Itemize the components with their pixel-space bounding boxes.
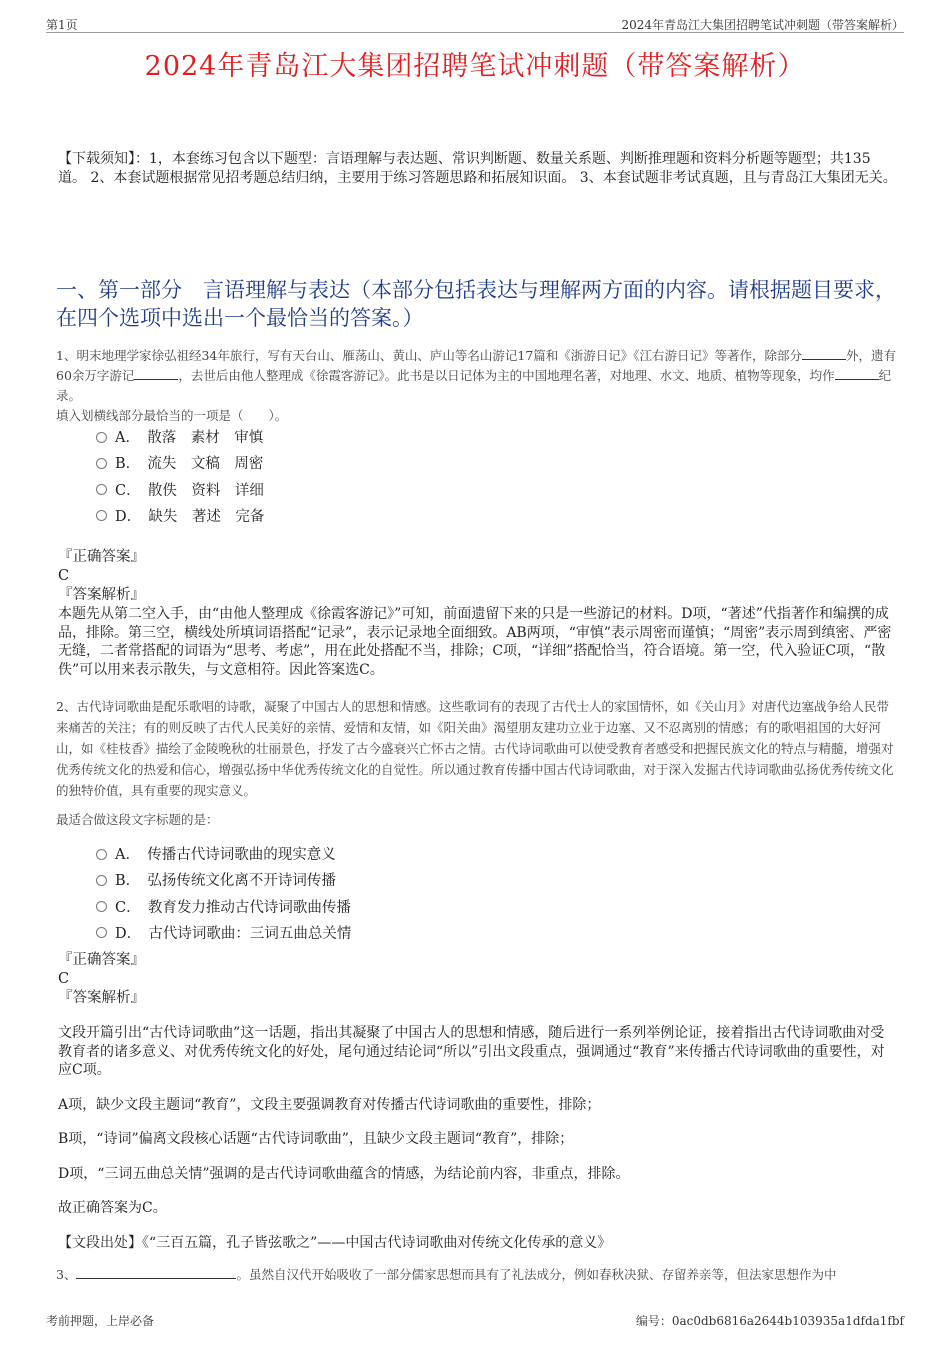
section-heading: 一、第一部分 言语理解与表达（本部分包括表达与理解两方面的内容。请根据题目要求，在四个选项中选出一个最恰当的答案。） [56,278,896,330]
download-notice: 【下载须知】：1，本套练习包含以下题型：言语理解与表达题、常识判断题、数量关系题、判断推理题和资料分析题等题型；共135道。 2、本套试题根据常见招考题总结归纳，主要用于练习答题思路和拓展知识面。 3、本套试题非考试真题，且与青岛江大集团无关。 [58,151,897,186]
source-citation: 【文段出处】《“三百五篇，孔子皆弦歌之”——中国古代诗词歌曲对传统文化传承的意义》 [58,1234,612,1251]
answer-value: C [58,568,70,584]
fill-blank-1 [802,346,846,360]
analysis-label: 『答案解析』 [58,990,145,1006]
analysis-paragraph: D项，“三词五曲总关情”强调的是古代诗词歌曲蕴含的情感，为结论前内容，非重点，排除。 [58,1165,630,1182]
analysis-text: 本题先从第二空入手，由“由他人整理成《徐霞客游记》”可知，前面遗留下来的只是一些游记的材料。D项，“著述”代指著作和编撰的成品，排除。第三空，横线处所填词语搭配“记录”，表示记录地全面细致。AB两项，“审慎”表示周密而谨慎；“周密”表示周到缜密、严密无缝，二者常搭配的词语为“思考、考虑”，用在此处搭配不当，排除；C项，“详细”搭配恰当，符合语境。第一空，代入验证C项，“散佚”可以用来表示散失，与文意相符。因此答案选C。 [58,606,892,678]
analysis-paragraph: 故正确答案为C。 [58,1200,167,1216]
question-1-stem: 1、明末地理学家徐弘祖经34年旅行，写有天台山、雁荡山、黄山、庐山等名山游记17篇和《浙游日记》《江右游日记》等著作，除部分 外，遗有60余万字游记 ，去世后由他人整理成《徐霞客游记》。此书是以日记体为主的中国地理名著，对地理、水文、地质、植物等现象，均作 纪录。 填入划横线部分最恰当的一项是（ ）。 [56,348,897,423]
question-1-prompt: 填入划横线部分最恰当的一项是（ ）。 [56,408,288,423]
analysis-paragraph: A项，缺少文段主题词“教育”，文段主要强调教育对传播古代诗词歌曲的重要性，排除； [58,1096,601,1113]
page-number: 第1页 [46,18,78,32]
question-1-answer-block [58,548,898,679]
analysis-label: 『答案解析』 [58,587,145,603]
radio-icon[interactable] [96,849,107,860]
page-header [46,14,904,33]
option-c[interactable]: C． 教育发力推动古代诗词歌曲传播 [96,895,696,921]
radio-icon[interactable] [96,927,107,938]
option-a[interactable]: A． 散落 素材 审慎 [96,425,696,451]
question-1-options [96,425,696,530]
question-2-answer-block [58,951,898,1008]
fill-blank-3 [835,366,879,380]
question-2-analysis [58,1024,896,1252]
question-2-stem: 2、古代诗词歌曲是配乐歌唱的诗歌，凝聚了中国古人的思想和情感。这些歌词有的表现了古代士人的家国情怀，如《关山月》对唐代边塞战争给人民带来痛苦的关注；有的则反映了古代人民美好的亲情、爱情和友情，如《阳关曲》渴望朋友建功立业于边塞、又不忍离别的情感；有的歌唱祖国的大好河山，如《桂枝香》描绘了金陵晚秋的壮丽景色，抒发了古今盛衰兴亡怀古之情。古代诗词歌曲可以使受教育者感受和把握民族文化的特点与精髓，增强对优秀传统文化的热爱和信心，增强弘扬中华优秀传统文化的自觉性。所以通过教育传播中国古代诗词歌曲，对于深入发掘古代诗词歌曲弘扬优秀传统文化的独特价值，具有重要的现实意义。 [56,699,894,798]
radio-icon[interactable] [96,484,107,495]
radio-icon[interactable] [96,901,107,912]
radio-icon[interactable] [96,875,107,886]
option-c[interactable]: C． 散佚 资料 详细 [96,478,696,504]
question-2-prompt: 最适合做这段文字标题的是： [56,812,219,827]
answer-label: 『正确答案』 [58,952,145,968]
fill-blank-2 [134,366,178,380]
radio-icon[interactable] [96,432,107,443]
option-b[interactable]: B． 流失 文稿 周密 [96,451,696,477]
header-doc-title: 2024年青岛江大集团招聘笔试冲刺题（带答案解析） [621,18,904,32]
option-a[interactable]: A． 传播古代诗词歌曲的现实意义 [96,842,696,868]
answer-value: C [58,971,70,987]
radio-icon[interactable] [96,510,107,521]
option-d[interactable]: D． 古代诗词歌曲：三词五曲总关情 [96,921,696,947]
fill-blank [76,1265,236,1279]
question-2-options [96,842,696,947]
footer-slogan: 考前押题，上岸必备 [46,1314,155,1328]
analysis-paragraph: 文段开篇引出“古代诗词歌曲”这一话题，指出其凝聚了中国古人的思想和情感，随后进行一系列举例论证，接着指出古代诗词歌曲对受教育者的诸多意义、对优秀传统文化的好处，尾句通过结论词“所以”引出文段重点，强调通过“教育”来传播古代诗词歌曲的重要性，对应C项。 [58,1025,885,1078]
document-title: 2024年青岛江大集团招聘笔试冲刺题（带答案解析） [144,51,806,82]
analysis-paragraph: B项，“诗词”偏离文段核心话题“古代诗词歌曲”，且缺少文段主题词“教育”，排除； [58,1131,574,1147]
radio-icon[interactable] [96,458,107,469]
question-3-stem: 3、 。虽然自汉代开始吸收了一部分儒家思想而具有了礼法成分，例如春秋决狱、存留养亲等，但法家思想作为中 [56,1267,837,1282]
option-d[interactable]: D． 缺失 著述 完备 [96,504,696,530]
footer-doc-id: 编号：0ac0db6816a2644b103935a1dfda1fbf [635,1314,904,1328]
option-b[interactable]: B． 弘扬传统文化离不开诗词传播 [96,868,696,894]
answer-label: 『正确答案』 [58,549,145,565]
